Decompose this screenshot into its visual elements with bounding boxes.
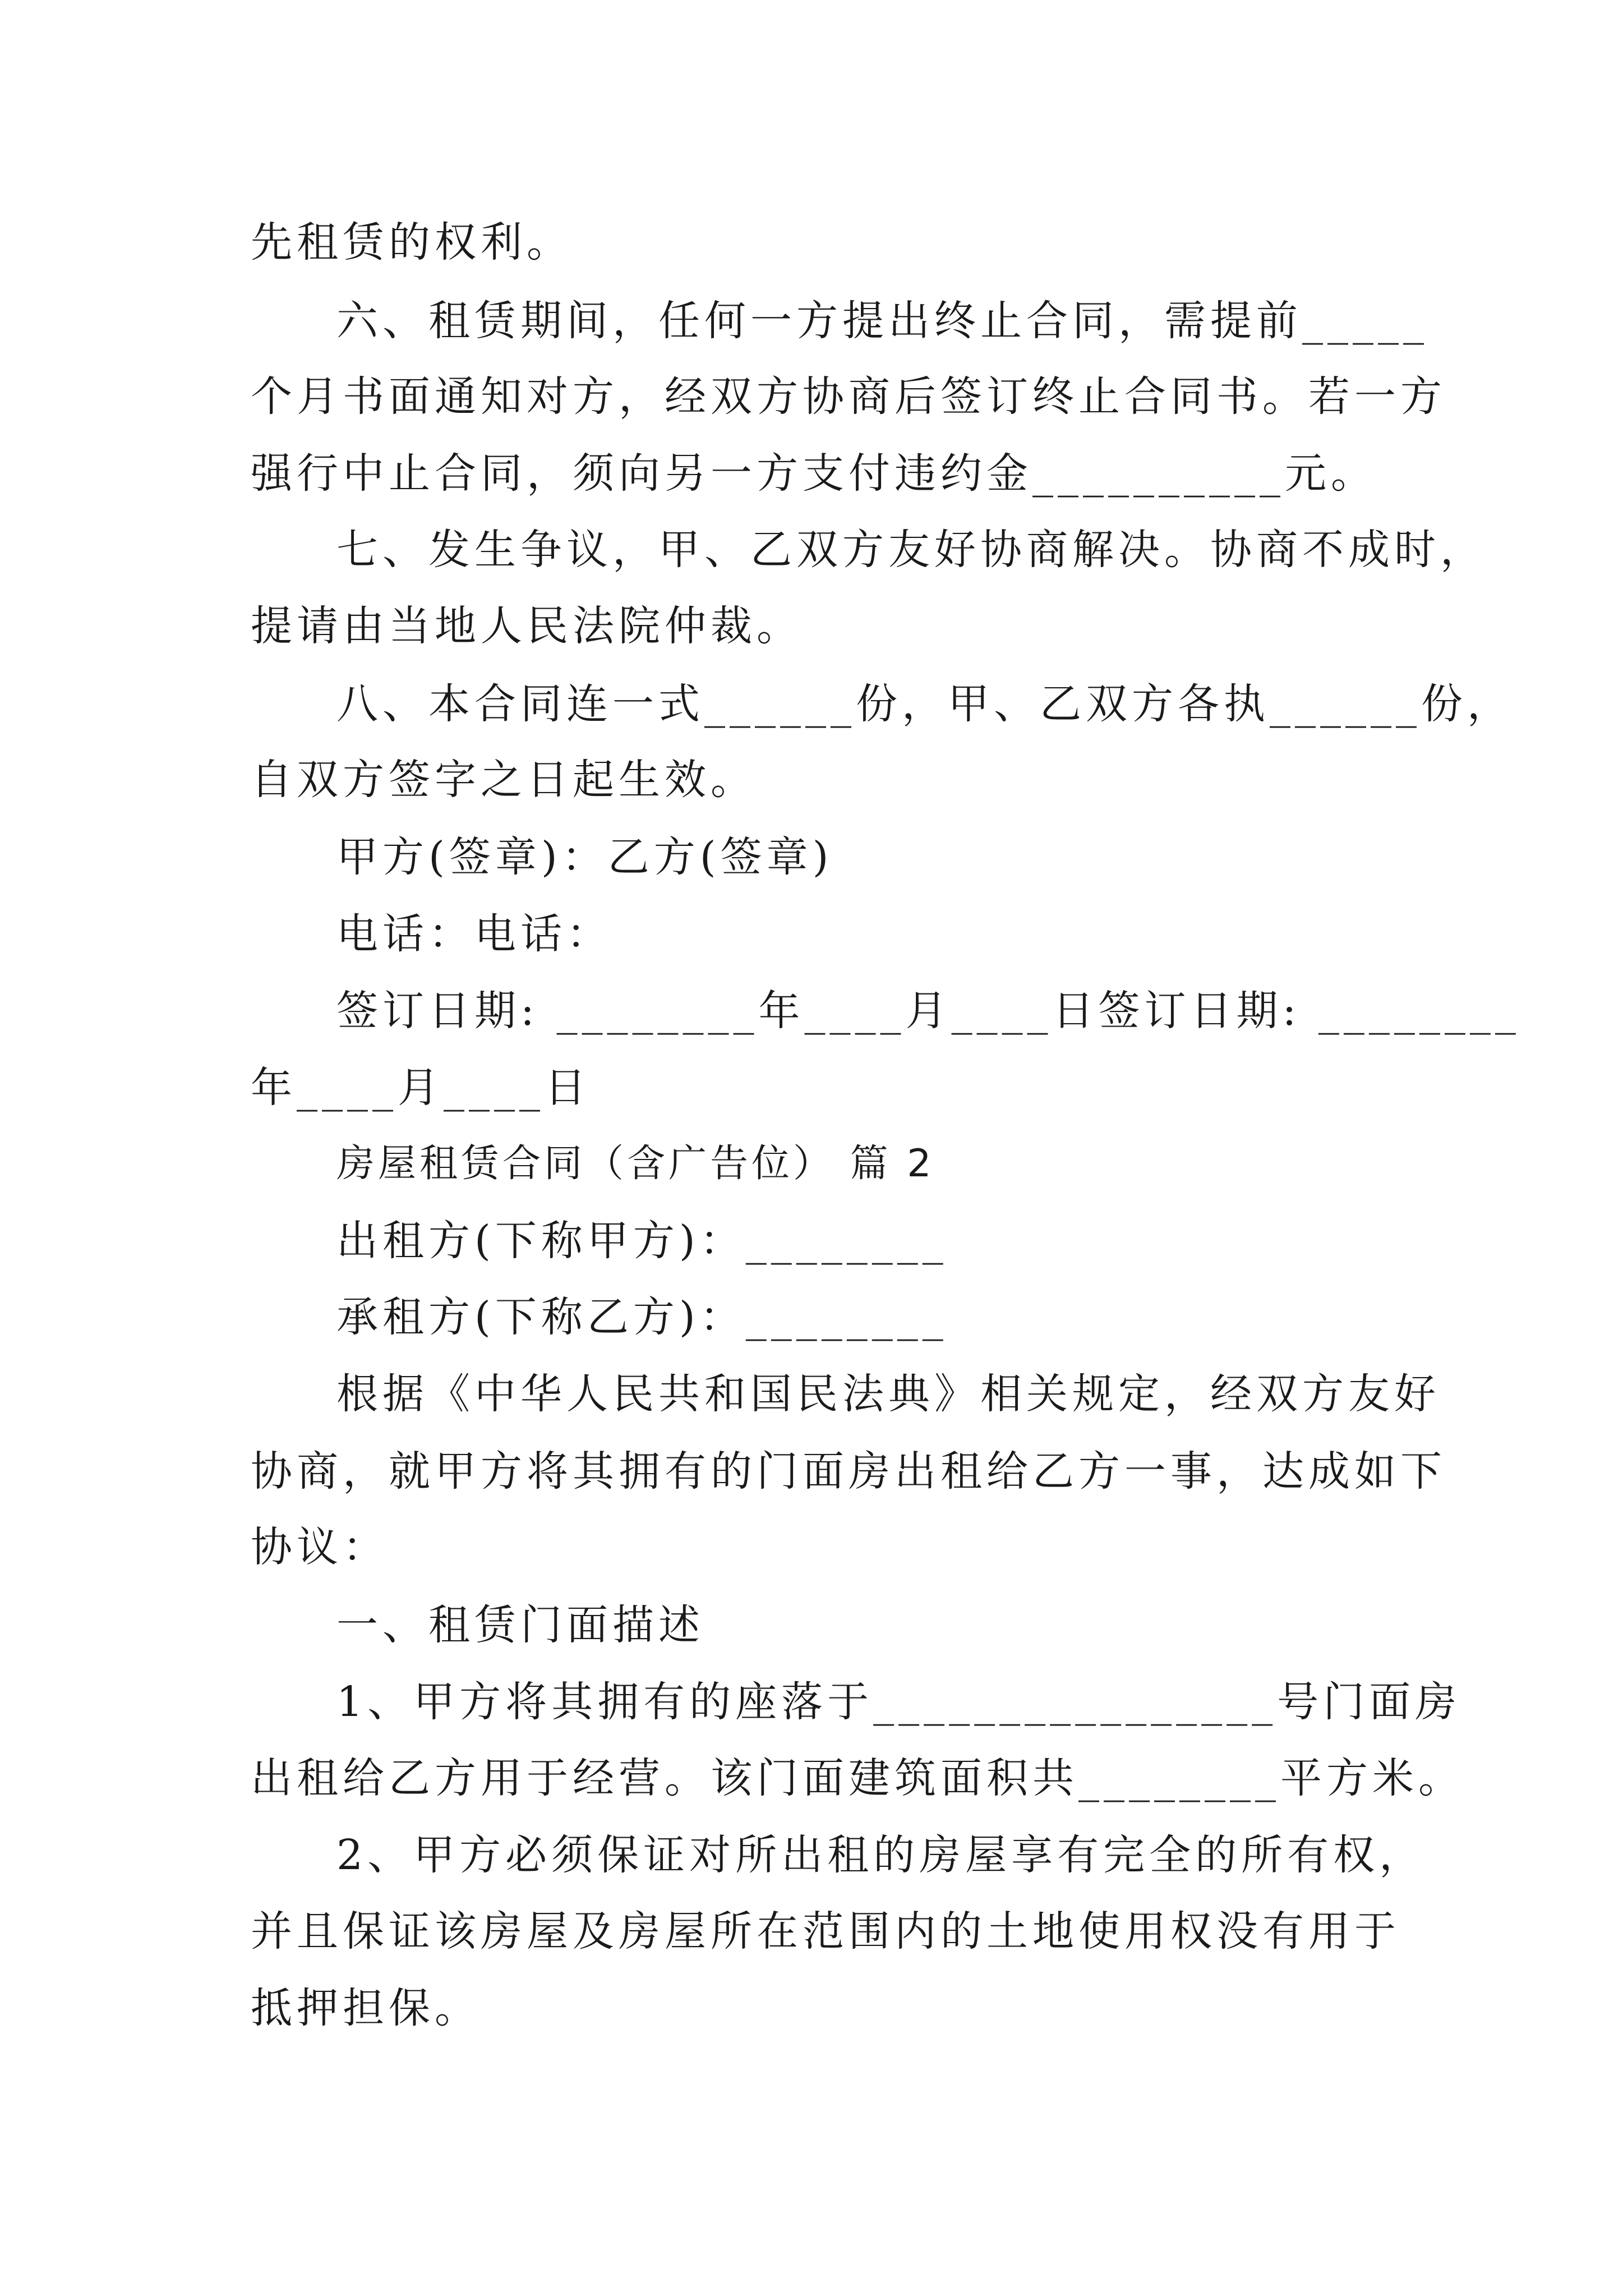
text-line: 甲方(签章)：乙方(签章) bbox=[336, 833, 833, 881]
text-line: 出租给乙方用于经营。该门面建筑面积共________平方米。 bbox=[251, 1754, 1464, 1802]
section-title: 房屋租赁合同（含广告位） 篇 2 bbox=[336, 1142, 935, 1186]
text-line: 电话：电话： bbox=[336, 910, 612, 958]
text-line: 并且保证该房屋及房屋所在范围内的土地使用权没有用于 bbox=[251, 1907, 1400, 1955]
text-line: 八、本合同连一式______份，甲、乙双方各执______份， bbox=[336, 680, 1513, 728]
text-line: 1、甲方将其拥有的座落于________________号门面房 bbox=[336, 1678, 1461, 1726]
text-line: 出租方(下称甲方)：________ bbox=[336, 1217, 948, 1265]
text-line: 强行中止合同，须向另一方支付违约金__________元。 bbox=[251, 449, 1377, 498]
text-line: 先租赁的权利。 bbox=[251, 218, 573, 266]
text-line: 协商，就甲方将其拥有的门面房出租给乙方一事，达成如下 bbox=[251, 1447, 1446, 1496]
text-line: 个月书面通知对方，经双方协商后签订终止合同书。若一方 bbox=[251, 372, 1446, 421]
text-line: 年____月____日 bbox=[251, 1064, 591, 1112]
text-line: 六、租赁期间，任何一方提出终止合同，需提前_____ bbox=[336, 297, 1428, 345]
text-line: 一、租赁门面描述 bbox=[336, 1601, 704, 1649]
text-line: 协议： bbox=[251, 1523, 389, 1571]
text-line: 签订日期: ________年____月____日签订日期: ________ bbox=[336, 987, 1520, 1035]
text-line: 抵押担保。 bbox=[251, 1984, 481, 2032]
text-line: 根据《中华人民共和国民法典》相关规定，经双方友好 bbox=[336, 1370, 1440, 1418]
text-line: 承租方(下称乙方)：________ bbox=[336, 1293, 948, 1341]
text-line: 提请由当地人民法院仲裁。 bbox=[251, 602, 803, 650]
text-line: 2、甲方必须保证对所出租的房屋享有完全的所有权， bbox=[336, 1831, 1426, 1879]
text-line: 自双方签字之日起生效。 bbox=[251, 756, 757, 804]
text-line: 七、发生争议，甲、乙双方友好协商解决。协商不成时， bbox=[336, 526, 1486, 574]
